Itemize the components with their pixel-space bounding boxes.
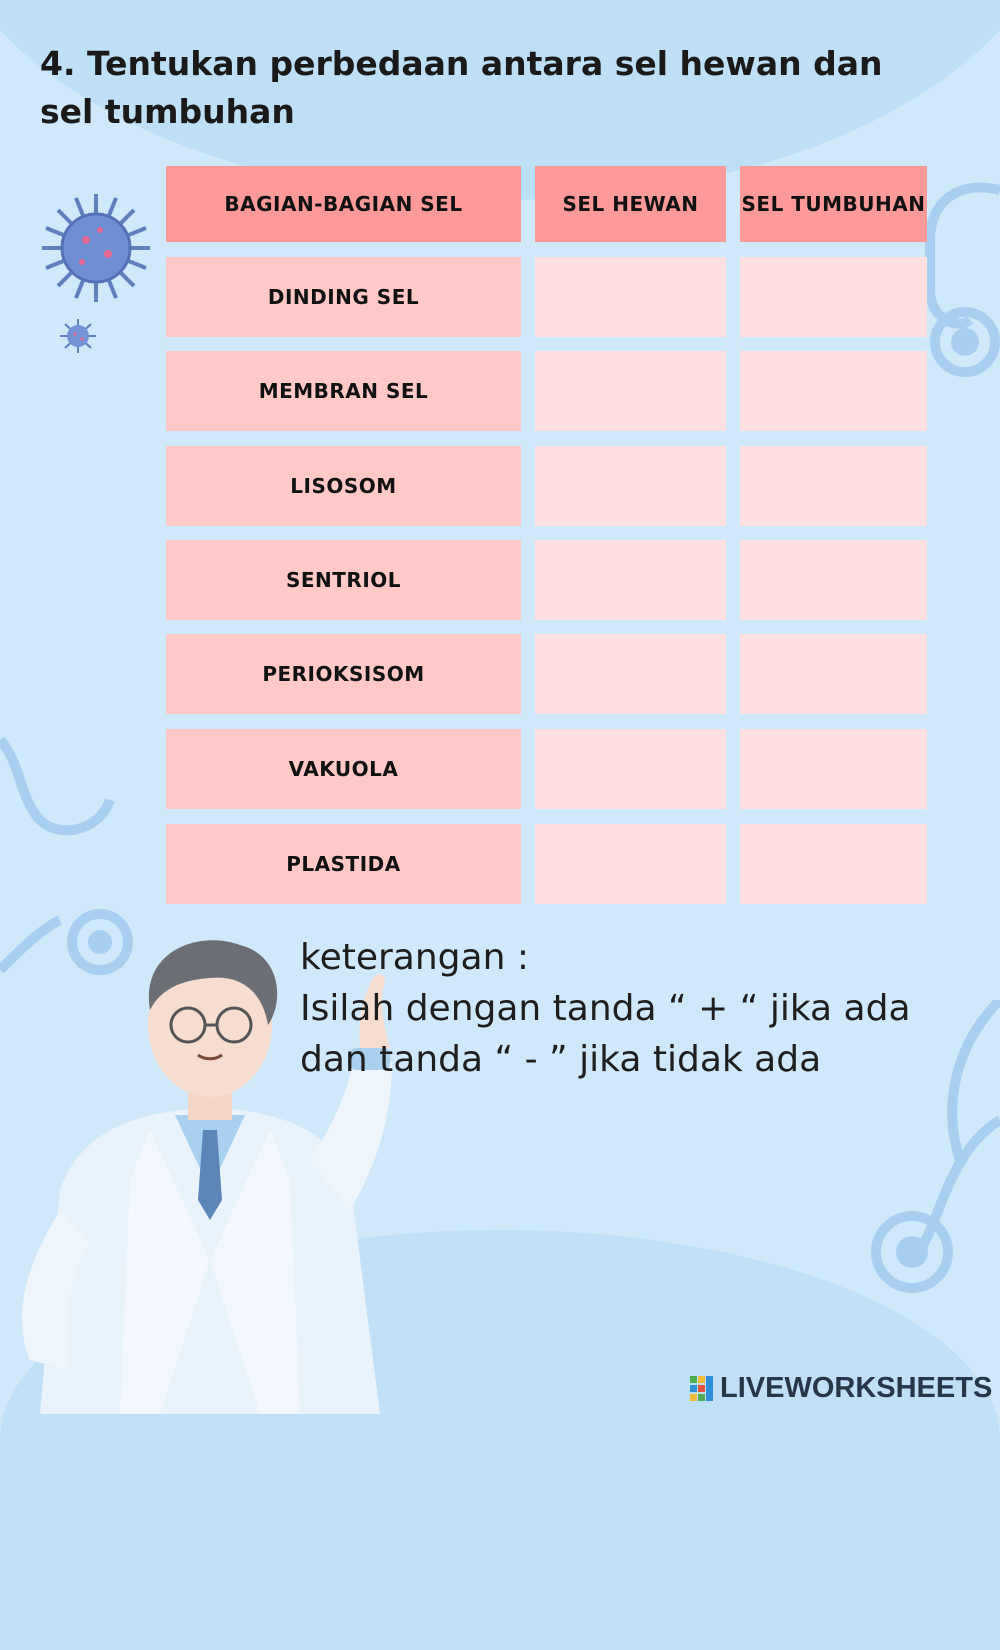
row-label-membran-sel: MEMBRAN SEL [166,351,521,431]
page-title: 4. Tentukan perbedaan antara sel hewan dan sel tumbuhan [40,44,883,131]
virus-icon [58,318,98,354]
answer-cell-tumbuhan[interactable] [740,257,927,337]
answer-cell-hewan[interactable] [535,634,726,714]
row-label-plastida: PLASTIDA [166,824,521,904]
row-label-vakuola: VAKUOLA [166,729,521,809]
answer-cell-hewan[interactable] [535,446,726,526]
answer-cell-tumbuhan[interactable] [740,540,927,620]
row-label-dinding-sel: DINDING SEL [166,257,521,337]
answer-cell-hewan[interactable] [535,824,726,904]
column-header-sel-hewan: SEL HEWAN [535,166,726,242]
column-header-bagian: BAGIAN-BAGIAN SEL [166,166,521,242]
column-header-sel-tumbuhan: SEL TUMBUHAN [740,166,927,242]
liveworksheets-brand[interactable] [690,1372,992,1405]
virus-icon [38,190,154,306]
instruction-note [300,932,960,1085]
note-line: dan tanda “ - ” jika tidak ada [300,1039,822,1080]
answer-cell-hewan[interactable] [535,540,726,620]
note-line: Isilah dengan tanda “ + “ jika ada [300,988,911,1029]
answer-cell-hewan[interactable] [535,729,726,809]
row-label-sentriol: SENTRIOL [166,540,521,620]
brand-name: LIVEWORKSHEETS [720,1372,993,1404]
answer-cell-hewan[interactable] [535,257,726,337]
note-heading: keterangan : [300,937,529,978]
row-label-perioksisom: PERIOKSISOM [166,634,521,714]
liveworksheets-logo-icon [690,1376,714,1402]
answer-cell-tumbuhan[interactable] [740,446,927,526]
answer-cell-tumbuhan[interactable] [740,729,927,809]
answer-cell-hewan[interactable] [535,351,726,431]
answer-cell-tumbuhan[interactable] [740,351,927,431]
answer-cell-tumbuhan[interactable] [740,824,927,904]
row-label-lisosom: LISOSOM [166,446,521,526]
answer-cell-tumbuhan[interactable] [740,634,927,714]
